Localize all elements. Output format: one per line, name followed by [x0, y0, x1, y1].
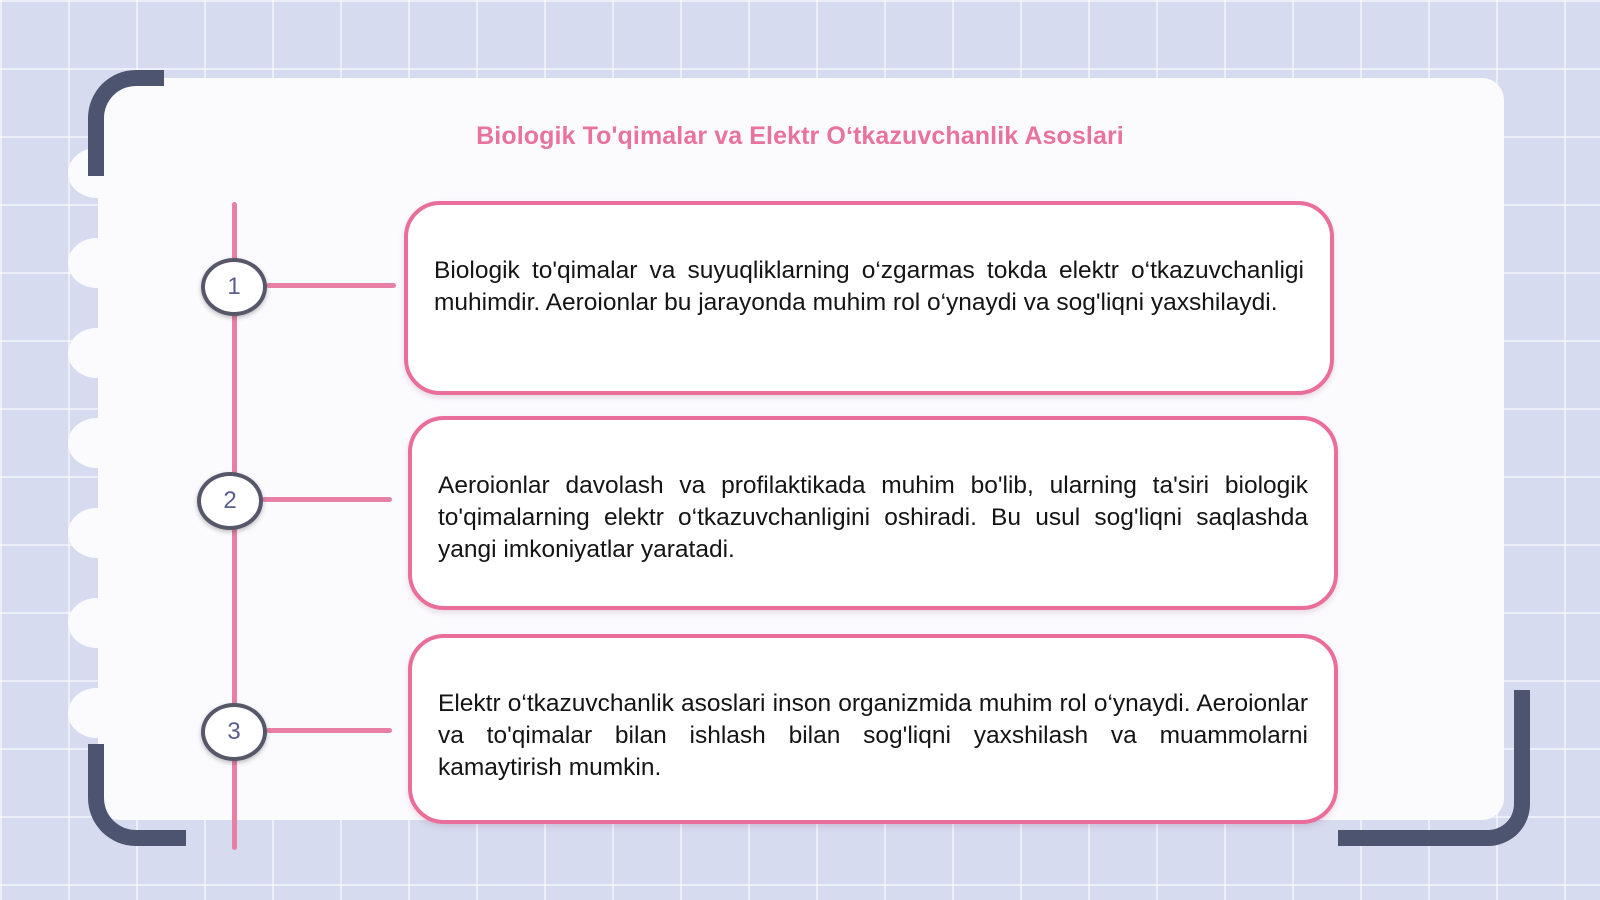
slide-title: Biologik To'qimalar va Elektr Oʻtkazuvchanlik Asoslari — [476, 122, 1124, 150]
paper-scallop — [68, 328, 126, 378]
timeline-connector — [262, 497, 392, 502]
paper-scallop — [68, 418, 126, 468]
step-text: Aeroionlar davolash va profilaktikada muhim bo'lib, ularning ta'siri biologik to'qimalarning elektr o‘tkazuvchanligini oshiradi. Bu usul sog'liqni saqlashda yangi imkoniyatlar yaratadi. — [438, 472, 1308, 563]
corner-bracket-bottom-right — [1338, 690, 1530, 846]
timeline-connector — [266, 728, 392, 733]
step-text: Elektr o‘tkazuvchanlik asoslari inson organizmida muhim rol o‘ynaydi. Aeroionlar va to'qimalar bilan ishlash bilan sog'liqni yaxshilash va muammolarni kamaytirish mumkin. — [438, 690, 1308, 781]
paper-scallop — [68, 508, 126, 558]
timeline-connector — [266, 283, 396, 288]
step-number-badge: 1 — [201, 258, 267, 316]
corner-bracket-top-left — [88, 70, 164, 176]
step-card — [408, 416, 1338, 610]
step-card — [408, 634, 1338, 824]
paper-scallop — [68, 598, 126, 648]
step-number-badge: 3 — [201, 703, 267, 761]
step-number-badge: 2 — [197, 472, 263, 530]
step-card — [404, 201, 1334, 395]
paper-scallop — [68, 688, 126, 738]
paper-scallop — [68, 238, 126, 288]
step-text: Biologik to'qimalar va suyuqliklarning o‘zgarmas tokda elektr o‘tkazuvchanligi muhimdir. Aeroionlar bu jarayonda muhim rol o‘ynaydi va sog'liqni yaxshilaydi. — [434, 257, 1304, 316]
corner-bracket-bottom-left — [88, 744, 186, 846]
